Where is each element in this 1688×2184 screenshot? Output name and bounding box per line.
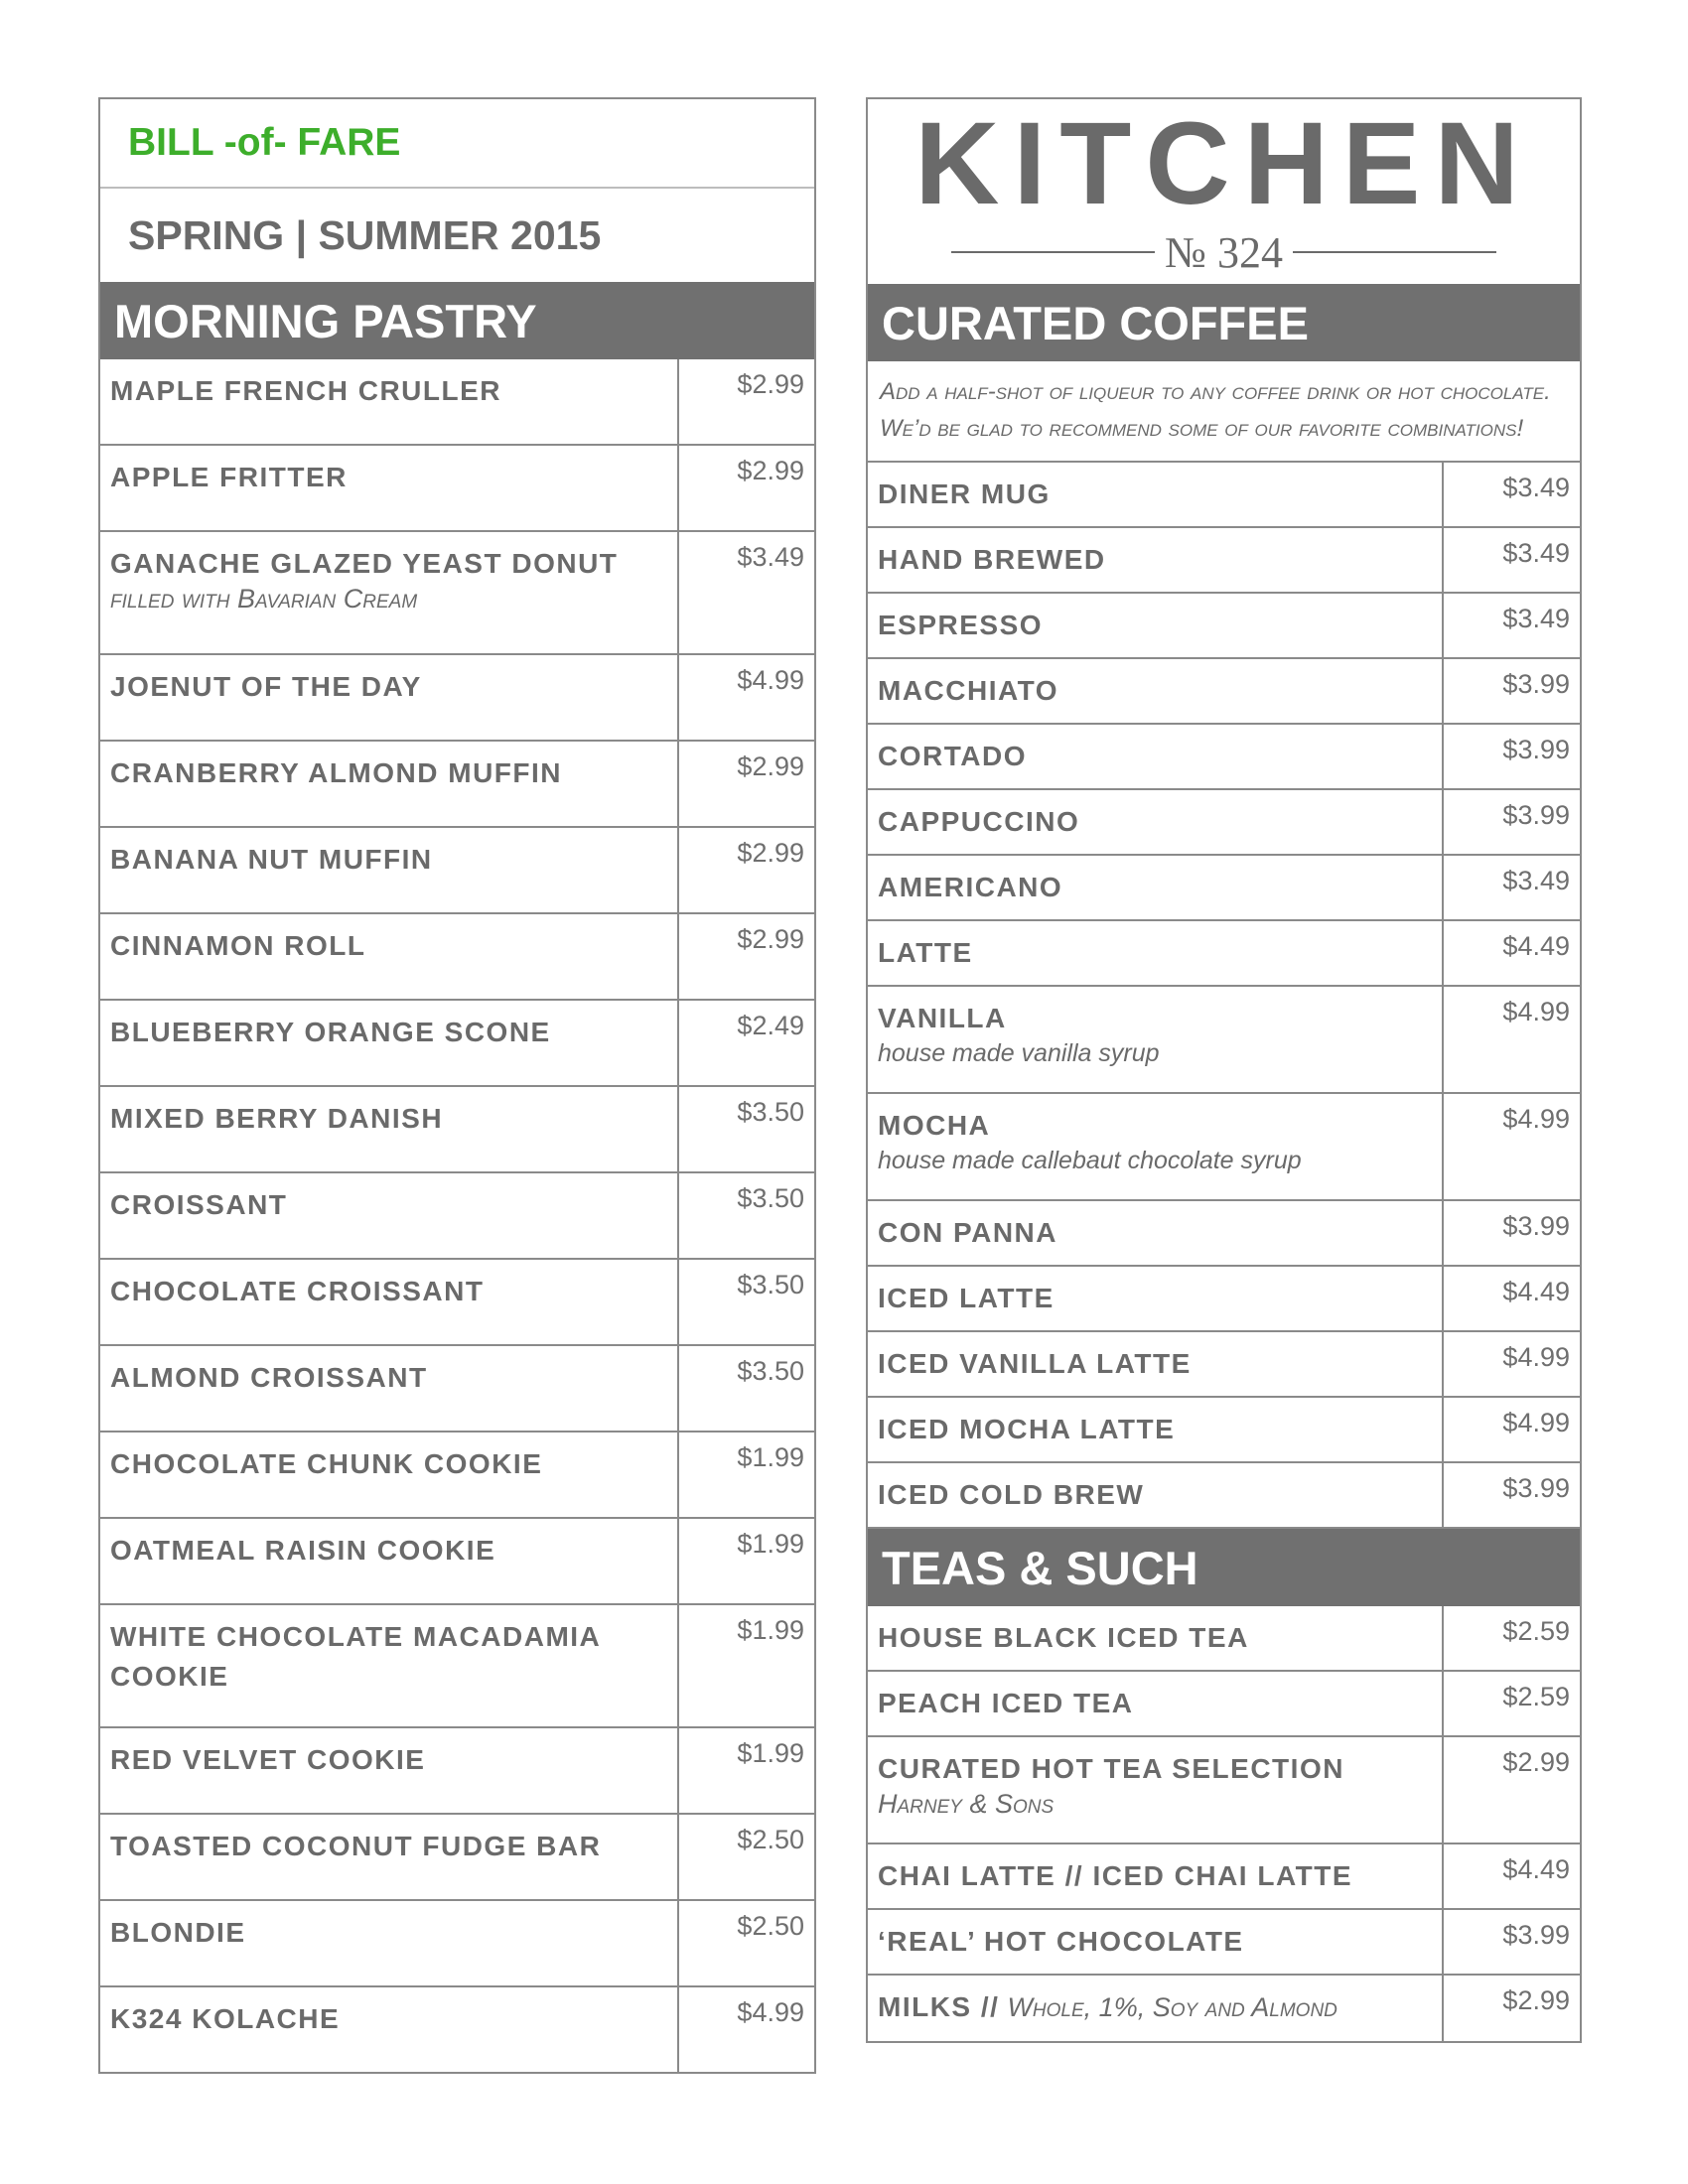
season-title: SPRING | SUMMER 2015 [128, 211, 602, 258]
menu-item-price: $3.49 [737, 542, 804, 572]
menu-item-price: $3.99 [1502, 1211, 1570, 1241]
menu-item-cell [868, 1332, 1444, 1396]
menu-row [868, 1737, 1580, 1844]
menu-row [868, 1398, 1580, 1463]
menu-item-name: CROISSANT [110, 1189, 288, 1220]
menu-item-name: MACCHIATO [878, 675, 1059, 706]
menu-item-name: CHOCOLATE CROISSANT [110, 1276, 485, 1306]
menu-item-name: OATMEAL RAISIN COOKIE [110, 1535, 496, 1566]
right-column [866, 97, 1582, 2043]
menu-item-description: Whole, 1%, Soy and Almond [1007, 1992, 1337, 2022]
menu-row [868, 1844, 1580, 1910]
menu-item-name: MILKS // [878, 1991, 1000, 2022]
menu-item-cell [100, 742, 679, 826]
menu-item-cell [868, 1606, 1444, 1670]
menu-item-name: BLUEBERRY ORANGE SCONE [110, 1017, 551, 1047]
menu-item-cell [100, 1605, 679, 1726]
menu-item-description: house made callebaut chocolate syrup [878, 1147, 1302, 1174]
menu-item-name: CORTADO [878, 741, 1027, 771]
menu-item-cell [100, 655, 679, 740]
menu-item-name: ‘REAL’ HOT CHOCOLATE [878, 1926, 1244, 1957]
menu-item-price: $2.99 [1502, 1985, 1570, 2015]
menu-item-cell [868, 1094, 1444, 1199]
menu-item-price: $3.99 [1502, 1920, 1570, 1950]
menu-row [868, 528, 1580, 594]
menu-row [100, 1173, 814, 1260]
menu-item-price: $2.99 [737, 751, 804, 781]
logo-rule-left [951, 251, 1155, 253]
menu-item-cell [100, 1519, 679, 1603]
menu-row [868, 1672, 1580, 1737]
menu-item-description: filled with Bavarian Cream [110, 584, 418, 614]
menu-item-cell [100, 828, 679, 912]
menu-item-price: $3.49 [1502, 538, 1570, 568]
menu-item-price: $4.49 [1502, 931, 1570, 961]
menu-item-price: $4.99 [1502, 1342, 1570, 1372]
menu-item-price: $3.99 [1502, 735, 1570, 764]
bill-of-fare-title: BILL -of- FARE [100, 99, 814, 189]
menu-row [100, 1901, 814, 1987]
menu-item-name: MIXED BERRY DANISH [110, 1103, 444, 1134]
menu-item-price: $4.49 [1502, 1854, 1570, 1884]
section-header-curated-coffee: CURATED COFFEE [868, 284, 1580, 361]
menu-row [868, 463, 1580, 528]
menu-item-name: AMERICANO [878, 872, 1063, 902]
menu-item-cell [868, 725, 1444, 788]
menu-item-cell [868, 594, 1444, 657]
menu-item-name: APPLE FRITTER [110, 462, 348, 492]
menu-item-name: TOASTED COCONUT FUDGE BAR [110, 1831, 602, 1861]
menu-item-price: $2.99 [737, 838, 804, 868]
menu-row [100, 359, 814, 446]
menu-row [100, 532, 814, 655]
menu-row [100, 1519, 814, 1605]
menu-item-name: CHAI LATTE // ICED CHAI LATTE [878, 1860, 1352, 1891]
menu-item-cell [868, 856, 1444, 919]
menu-row [868, 856, 1580, 921]
menu-item-cell [868, 1267, 1444, 1330]
menu-row [868, 1094, 1580, 1201]
logo-number-row [951, 227, 1496, 277]
menu-row [868, 659, 1580, 725]
menu-row [100, 1815, 814, 1901]
menu-item-price: $3.50 [737, 1183, 804, 1213]
menu-item-cell [868, 1672, 1444, 1735]
menu-item-price: $2.99 [737, 369, 804, 399]
menu-item-cell [100, 1260, 679, 1344]
menu-item-name: CRANBERRY ALMOND MUFFIN [110, 757, 562, 788]
menu-row [868, 790, 1580, 856]
menu-item-name: CHOCOLATE CHUNK COOKIE [110, 1448, 543, 1479]
menu-item-name: MAPLE FRENCH CRULLER [110, 375, 501, 406]
menu-row [100, 446, 814, 532]
menu-row [868, 725, 1580, 790]
menu-row [868, 594, 1580, 659]
menu-item-name: CON PANNA [878, 1217, 1057, 1248]
menu-item-name: HOUSE BLACK ICED TEA [878, 1622, 1249, 1653]
menu-item-name: CINNAMON ROLL [110, 930, 366, 961]
menu-item-cell [100, 914, 679, 999]
menu-item-name: ALMOND CROISSANT [110, 1362, 428, 1393]
menu-row [100, 1346, 814, 1433]
menu-item-price: $4.99 [1502, 997, 1570, 1026]
menu-item-cell [868, 921, 1444, 985]
menu-item-price: $2.50 [737, 1825, 804, 1854]
menu-item-cell [868, 1398, 1444, 1461]
coffee-note: Add a half-shot of liqueur to any coffee drink or hot chocolate. We’d be glad to recommend some of our favorite combinations! [868, 361, 1580, 463]
menu-item-name: WHITE CHOCOLATE MACADAMIA COOKIE [110, 1621, 601, 1692]
menu-item-name: PEACH ICED TEA [878, 1688, 1134, 1718]
menu-item-cell [868, 528, 1444, 592]
menu-item-cell [868, 1844, 1444, 1908]
menu-item-cell [100, 1346, 679, 1431]
menu-row [100, 1433, 814, 1519]
teas-list [868, 1606, 1580, 2043]
menu-item-name: RED VELVET COOKIE [110, 1744, 426, 1775]
menu-row [100, 742, 814, 828]
menu-row [868, 1332, 1580, 1398]
menu-row [100, 1001, 814, 1087]
menu-item-price: $1.99 [737, 1615, 804, 1645]
pastry-list [100, 359, 814, 2074]
menu-row [868, 1463, 1580, 1529]
menu-item-name: CAPPUCCINO [878, 806, 1080, 837]
menu-item-price: $2.49 [737, 1011, 804, 1040]
menu-item-price: $2.99 [1502, 1747, 1570, 1777]
menu-item-cell [100, 532, 679, 653]
menu-item-name: ICED MOCHA LATTE [878, 1414, 1176, 1444]
menu-item-name: DINER MUG [878, 478, 1051, 509]
menu-item-cell [100, 1901, 679, 1985]
menu-row [100, 1087, 814, 1173]
menu-row [868, 987, 1580, 1094]
menu-item-price: $2.99 [737, 456, 804, 485]
menu-item-price: $3.50 [737, 1356, 804, 1386]
menu-item-cell [868, 1463, 1444, 1527]
menu-item-cell [868, 659, 1444, 723]
menu-item-price: $4.99 [1502, 1408, 1570, 1437]
menu-item-cell [100, 1173, 679, 1258]
menu-item-name: BLONDIE [110, 1917, 246, 1948]
menu-item-cell [868, 463, 1444, 526]
menu-item-price: $1.99 [737, 1738, 804, 1768]
menu-item-description: house made vanilla syrup [878, 1039, 1160, 1067]
menu-item-cell [100, 359, 679, 444]
menu-row [868, 921, 1580, 987]
menu-item-price: $3.99 [1502, 669, 1570, 699]
kitchen-logo [868, 99, 1580, 284]
menu-item-name: JOENUT OF THE DAY [110, 671, 422, 702]
menu-row [100, 1605, 814, 1728]
menu-item-name: ICED COLD BREW [878, 1479, 1145, 1510]
logo-rule-right [1293, 251, 1496, 253]
menu-item-price: $3.50 [737, 1097, 804, 1127]
menu-item-name: ICED LATTE [878, 1283, 1055, 1313]
menu-item-name: HAND BREWED [878, 544, 1106, 575]
menu-row [868, 1910, 1580, 1976]
menu-item-name: CURATED HOT TEA SELECTION [878, 1753, 1344, 1784]
menu-item-price: $4.99 [1502, 1104, 1570, 1134]
menu-row [100, 828, 814, 914]
menu-item-cell [868, 790, 1444, 854]
menu-row [868, 1201, 1580, 1267]
menu-item-cell [868, 1201, 1444, 1265]
menu-item-cell [100, 1987, 679, 2072]
menu-item-cell [100, 1001, 679, 1085]
menu-item-price: $4.99 [737, 665, 804, 695]
menu-item-price: $3.99 [1502, 800, 1570, 830]
menu-item-description: Harney & Sons [878, 1789, 1055, 1819]
menu-row [868, 1976, 1580, 2043]
menu-row [868, 1606, 1580, 1672]
menu-row [100, 655, 814, 742]
menu-item-name: GANACHE GLAZED YEAST DONUT [110, 548, 619, 579]
logo-number: № 324 [1165, 227, 1283, 277]
menu-row [100, 1728, 814, 1815]
menu-item-name: VANILLA [878, 1003, 1007, 1033]
menu-item-price: $1.99 [737, 1442, 804, 1472]
menu-item-cell [100, 1728, 679, 1813]
menu-item-cell [868, 1910, 1444, 1974]
menu-item-cell [100, 1815, 679, 1899]
menu-item-price: $3.49 [1502, 473, 1570, 502]
menu-row [100, 1260, 814, 1346]
menu-item-name: ICED VANILLA LATTE [878, 1348, 1192, 1379]
menu-item-price: $1.99 [737, 1529, 804, 1559]
menu-item-name: K324 KOLACHE [110, 2003, 341, 2034]
menu-item-price: $3.99 [1502, 1473, 1570, 1503]
menu-item-cell [868, 1737, 1444, 1843]
menu-item-name: LATTE [878, 937, 973, 968]
menu-item-price: $3.49 [1502, 604, 1570, 633]
menu-item-price: $4.49 [1502, 1277, 1570, 1306]
menu-item-price: $4.99 [737, 1997, 804, 2027]
section-header-teas: TEAS & SUCH [868, 1529, 1580, 1606]
menu-item-price: $2.59 [1502, 1682, 1570, 1711]
coffee-list [868, 463, 1580, 1529]
menu-item-price: $2.59 [1502, 1616, 1570, 1646]
logo-word: KITCHEN [914, 98, 1533, 229]
menu-row [868, 1267, 1580, 1332]
menu-item-cell [868, 1976, 1444, 2041]
menu-item-cell [100, 446, 679, 530]
menu-item-name: BANANA NUT MUFFIN [110, 844, 433, 875]
menu-item-price: $3.50 [737, 1270, 804, 1299]
menu-item-price: $2.50 [737, 1911, 804, 1941]
menu-item-name: MOCHA [878, 1110, 991, 1141]
menu-item-price: $2.99 [737, 924, 804, 954]
left-column [98, 97, 816, 2074]
menu-item-name: ESPRESSO [878, 610, 1044, 640]
menu-item-cell [100, 1087, 679, 1171]
menu-item-price: $3.49 [1502, 866, 1570, 895]
menu-row [100, 1987, 814, 2074]
menu-item-cell [868, 987, 1444, 1092]
menu-row [100, 914, 814, 1001]
menu-item-cell [100, 1433, 679, 1517]
section-header-morning-pastry: MORNING PASTRY [100, 282, 814, 359]
